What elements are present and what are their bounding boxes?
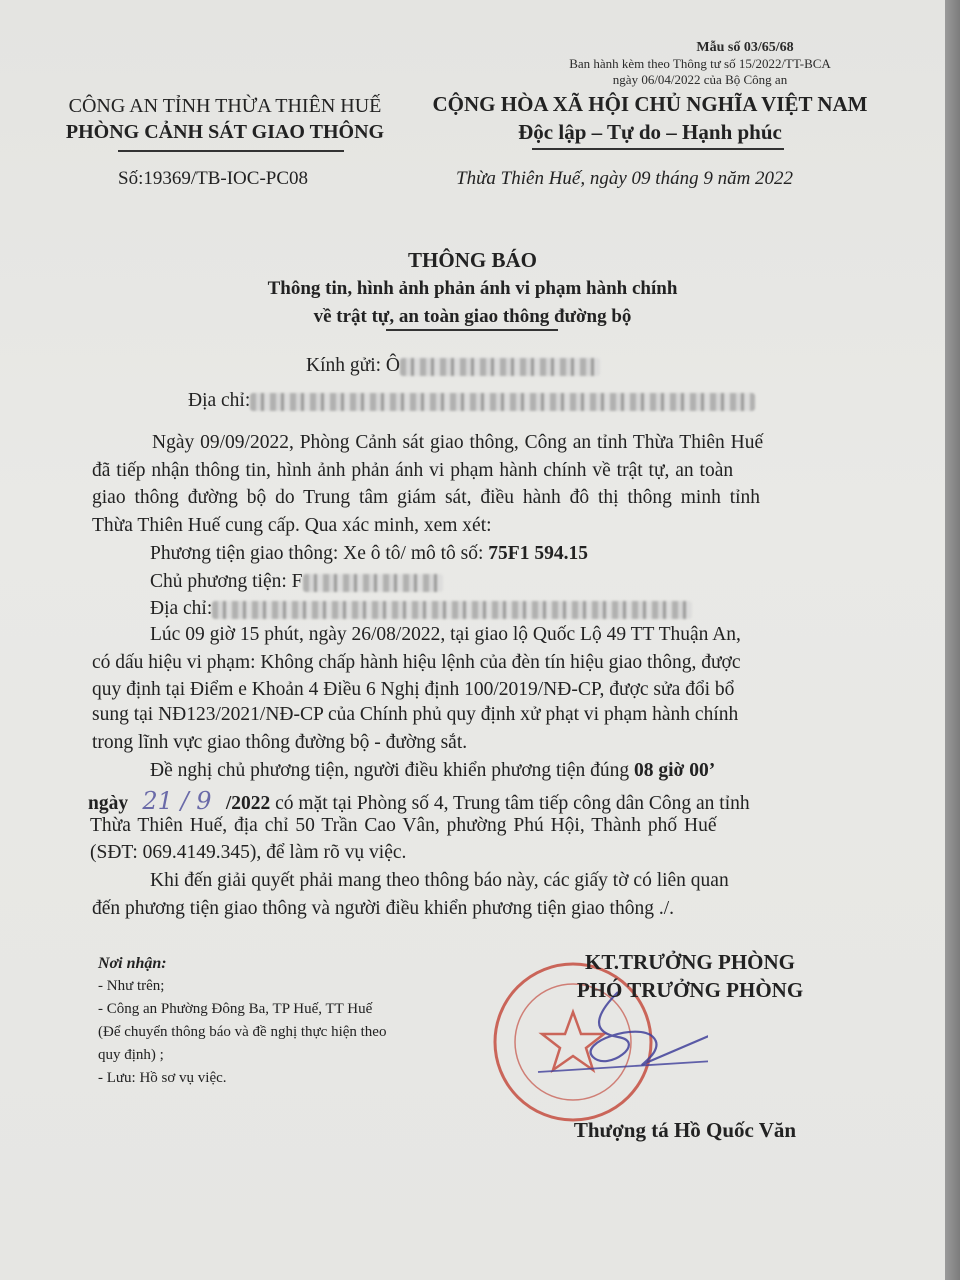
appointment-time: 08 giờ 00’ — [634, 760, 716, 781]
para2-line2: có dấu hiệu vi phạm: Không chấp hành hiệu lệnh của đèn tín hiệu giao thông, được — [92, 652, 741, 673]
subtitle-underline — [386, 329, 558, 331]
motto-underline — [532, 148, 784, 150]
appointment-day-label: ngày — [88, 793, 129, 814]
para1-line3: giao thông đường bộ do Trung tâm giám sát, điều hành đô thị thông minh tỉnh — [92, 487, 761, 508]
recipient-item: - Công an Phường Đông Ba, TP Huế, TT Huế — [98, 1001, 373, 1017]
para3-line1-text: Đề nghị chủ phương tiện, người điều khiển phương tiện đúng — [150, 760, 634, 781]
para4-line2: đến phương tiện giao thông và người điều khiển phương tiện giao thông ./. — [92, 898, 675, 919]
recipients-block — [98, 952, 386, 1090]
signature-title-1: KT.TRƯỞNG PHÒNG — [585, 950, 795, 974]
department-name: PHÒNG CẢNH SÁT GIAO THÔNG — [65, 121, 385, 143]
para1-line4: Thừa Thiên Huế cung cấp. Qua xác minh, xem xét: — [92, 515, 492, 536]
document-number: Số:19369/TB-IOC-PC08 — [118, 168, 309, 189]
department-underline — [118, 150, 344, 152]
handwritten-date: 21 / 9 — [142, 787, 212, 815]
to-label: Kính gửi: — [306, 355, 382, 376]
stamp-star-icon — [542, 1012, 604, 1070]
owner-address-label: Địa chỉ: — [150, 598, 213, 619]
recipient-item: (Để chuyển thông báo và đề nghị thực hiện theo — [98, 1024, 387, 1040]
redacted-owner-address — [212, 601, 692, 619]
redacted-name — [400, 358, 600, 376]
signature-title-2: PHÓ TRƯỞNG PHÒNG — [576, 978, 804, 1002]
vehicle-label: Phương tiện giao thông: Xe ô tô/ mô tô số: — [150, 543, 489, 564]
form-number: Mẫu số 03/65/68 — [696, 40, 794, 55]
recipient-item: - Lưu: Hồ sơ vụ việc. — [98, 1070, 227, 1086]
form-issuance-line1: Ban hành kèm theo Thông tư số 15/2022/TT-BCA — [569, 56, 831, 71]
vehicle-plate: 75F1 594.15 — [488, 543, 588, 564]
to-prefix: Ô — [385, 355, 400, 376]
appointment-year: /2022 — [225, 793, 271, 814]
agency-name: CÔNG AN TỈNH THỪA THIÊN HUẾ — [68, 95, 382, 117]
form-issuance-line2: ngày 06/04/2022 của Bộ Công an — [612, 72, 788, 87]
issuing-agency — [50, 93, 400, 145]
owner-address-line — [150, 598, 692, 620]
national-motto: Độc lập – Tự do – Hạnh phúc — [518, 120, 782, 144]
recipient-address-line — [188, 390, 755, 412]
para2-line4: sung tại NĐ123/2021/NĐ-CP của Chính phủ quy định xử phạt vi phạm hành chính — [92, 704, 739, 725]
owner-label: Chủ phương tiện: — [150, 571, 287, 592]
para3-line4: (SĐT: 069.4149.345), để làm rõ vụ việc. — [90, 842, 407, 863]
nation-name: CỘNG HÒA XÃ HỘI CHỦ NGHĨA VIỆT NAM — [432, 92, 868, 116]
subtitle-line-2: về trật tự, an toàn giao thông đường bộ — [313, 306, 632, 327]
form-code — [530, 40, 870, 88]
background-edge — [945, 0, 960, 1280]
para3-line2 — [88, 787, 750, 815]
recipient-line — [306, 355, 600, 377]
redacted-owner — [303, 574, 443, 592]
recipient-item: quy định) ; — [98, 1047, 164, 1063]
national-header — [415, 90, 885, 146]
redacted-address — [250, 393, 755, 411]
vehicle-line — [150, 543, 588, 565]
signer-name: Thượng tá Hồ Quốc Văn — [573, 1118, 797, 1142]
recipients-heading: Nơi nhận: — [98, 955, 167, 972]
recipient-item: - Như trên; — [98, 978, 165, 994]
place-and-date: Thừa Thiên Huế, ngày 09 tháng 9 năm 2022 — [456, 168, 794, 189]
para1-line2: đã tiếp nhận thông tin, hình ảnh phản ánh vi phạm hành chính về trật tự, an toàn — [92, 460, 734, 481]
para3-line3: Thừa Thiên Huế, địa chỉ 50 Trần Cao Vân, phường Phú Hội, Thành phố Huế — [90, 815, 717, 836]
para4-line1: Khi đến giải quyết phải mang theo thông báo này, các giấy tờ có liên quan — [150, 870, 729, 891]
subtitle-line-1: Thông tin, hình ảnh phản ánh vi phạm hành chính — [267, 278, 678, 299]
document-title: THÔNG BÁO — [408, 248, 537, 272]
document-subtitle — [0, 275, 945, 331]
para1-line1: Ngày 09/09/2022, Phòng Cảnh sát giao thông, Công an tỉnh Thừa Thiên Huế — [152, 432, 764, 453]
para3-line1 — [150, 760, 715, 782]
owner-prefix: F — [291, 571, 303, 592]
owner-line — [150, 571, 443, 593]
address-label: Địa chỉ: — [188, 390, 251, 411]
para2-line1: Lúc 09 giờ 15 phút, ngày 26/08/2022, tại giao lộ Quốc Lộ 49 TT Thuận An, — [150, 624, 741, 645]
signature-title — [520, 948, 860, 1004]
para3-line2-text: có mặt tại Phòng số 4, Trung tâm tiếp công dân Công an tỉnh — [270, 793, 750, 814]
para2-line3: quy định tại Điểm e Khoản 4 Điều 6 Nghị định 100/2019/NĐ-CP, được sửa đổi bổ — [92, 679, 735, 700]
para2-line5: trong lĩnh vực giao thông đường bộ - đường sắt. — [92, 732, 468, 753]
